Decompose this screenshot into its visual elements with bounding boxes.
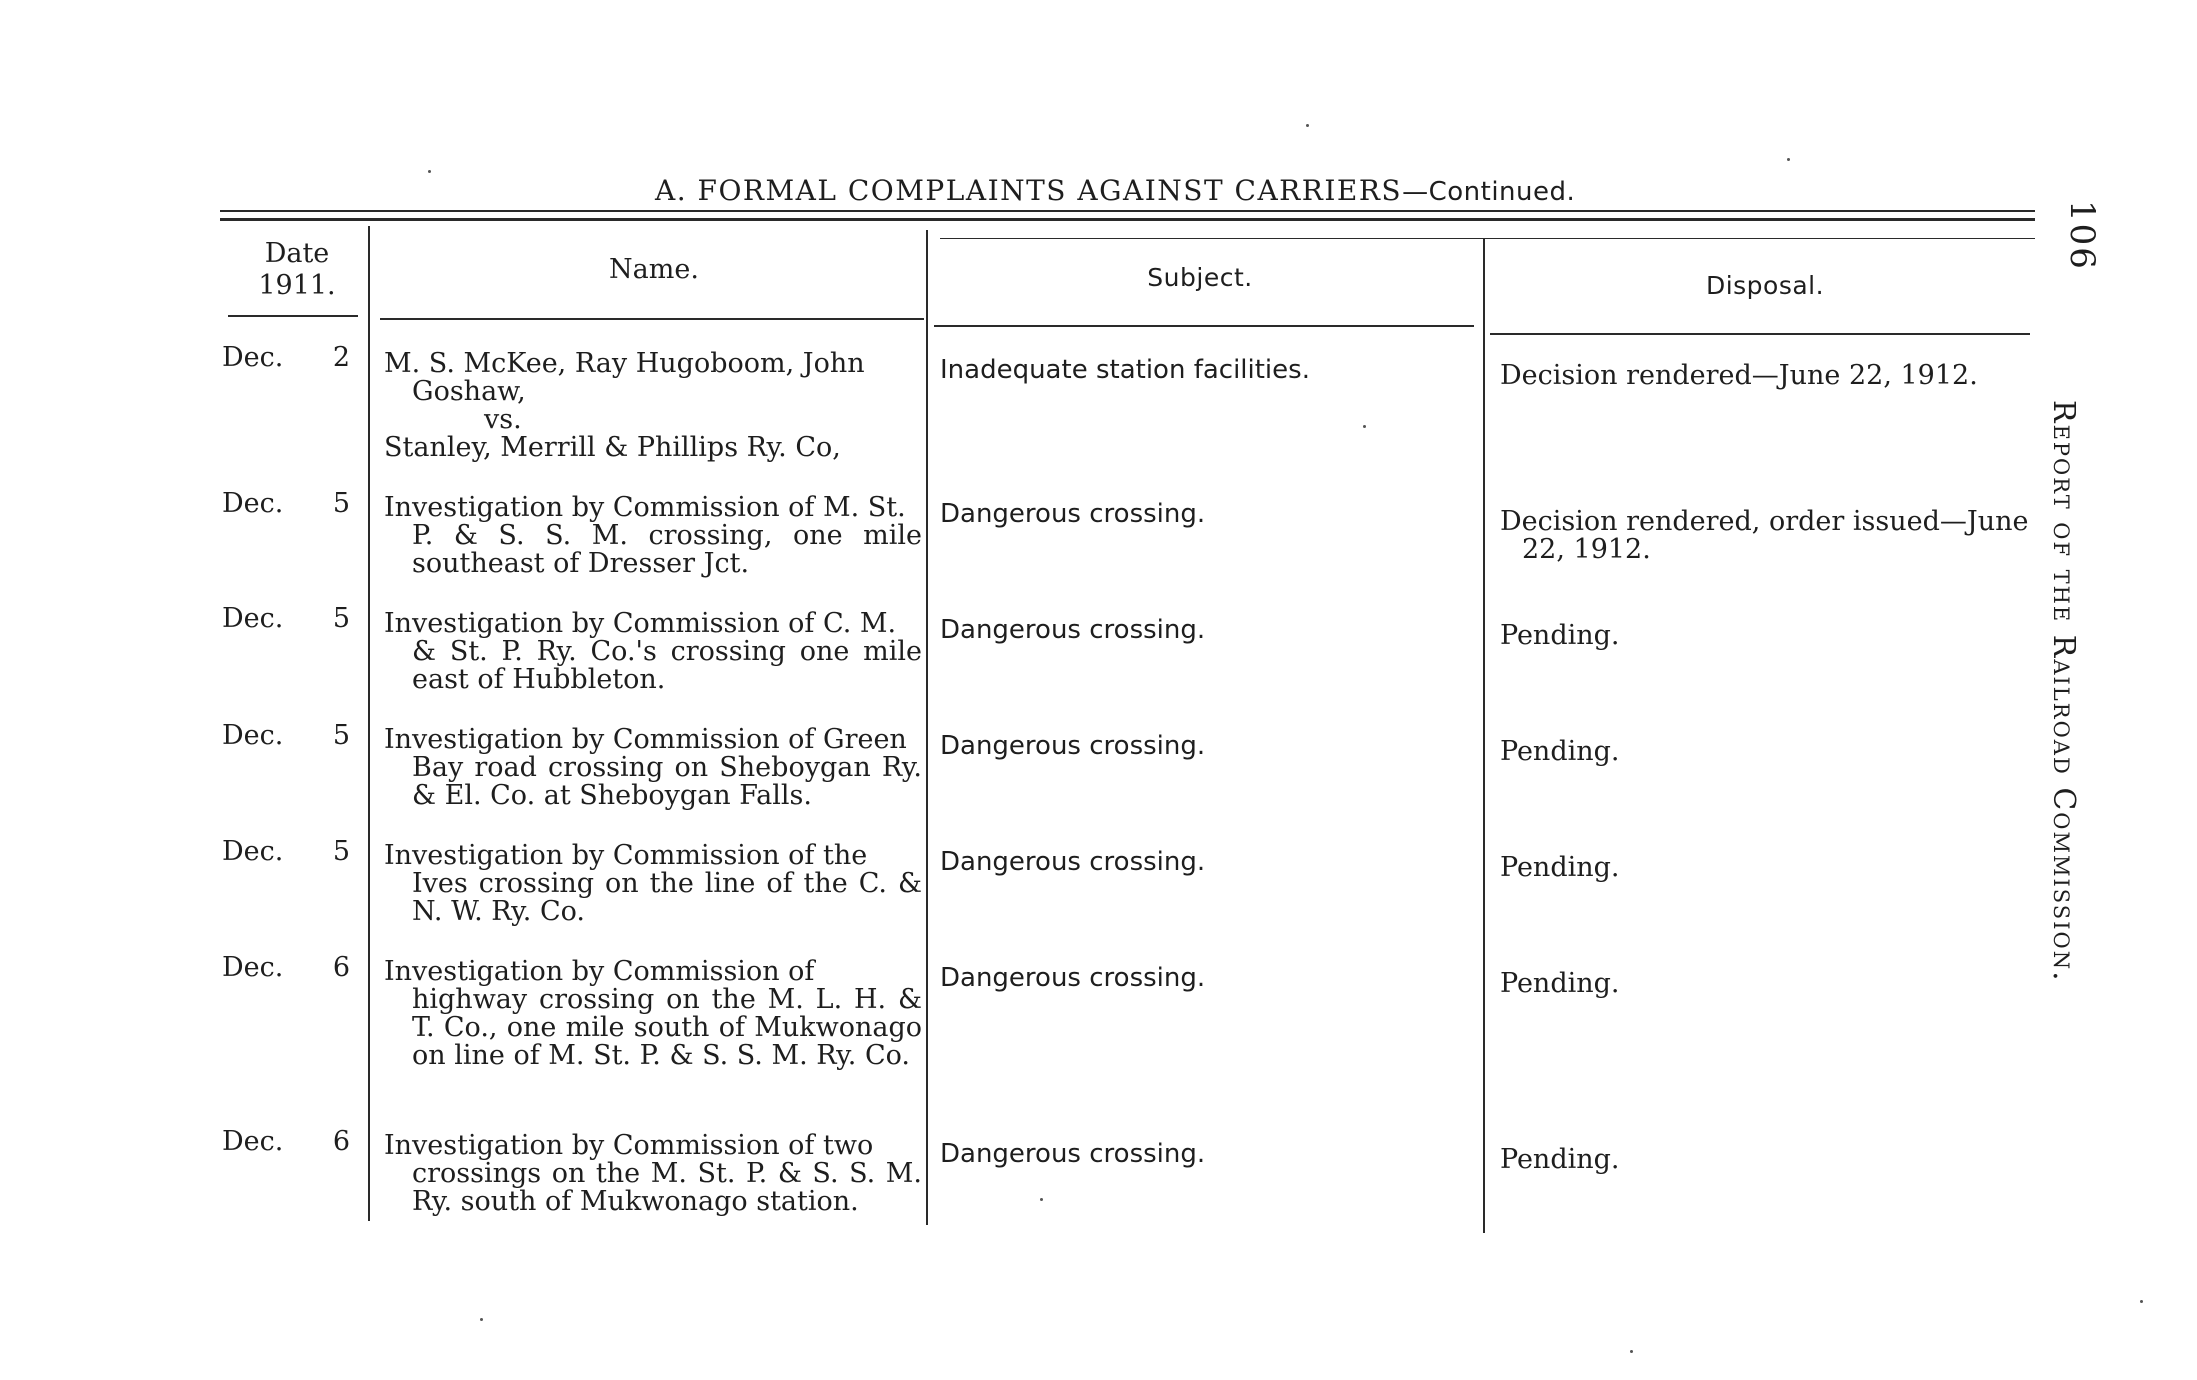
row-month: Dec.: [222, 720, 284, 751]
row-name-respondent: Stanley, Merrill & Phillips Ry. Co,: [384, 432, 841, 463]
table-row-date: [222, 490, 350, 518]
table-row-name: [384, 1132, 922, 1216]
row-disposal-first-line: Pending.: [1500, 1144, 1620, 1175]
table-row-disposal: [1500, 1146, 2040, 1174]
row-day: 5: [332, 488, 350, 519]
table-row-date: [222, 722, 350, 750]
row-month: Dec.: [222, 342, 284, 373]
column-divider-name-subject: [926, 230, 928, 1225]
row-month: Dec.: [222, 488, 284, 519]
header-date-label: Date: [264, 238, 330, 269]
table-row-disposal: [1500, 362, 2040, 390]
table-row-name: [384, 842, 922, 926]
row-day: 6: [332, 952, 350, 983]
top-rule-thin: [940, 238, 2035, 239]
row-name-first-line: Investigation by Commission of C. M.: [384, 608, 897, 639]
header-underline-date: [228, 315, 358, 317]
table-row-subject: Inadequate station facilities.: [940, 355, 1310, 385]
row-month: Dec.: [222, 1126, 284, 1157]
row-name-continuation: highway crossing on the M. L. H. & T. Co., one mile south of Mukwonago on line of M. St. P. & S. S. M. Ry. Co.: [412, 984, 922, 1071]
table-row-date: [222, 1128, 350, 1156]
column-divider-subject-disposal: [1483, 238, 1485, 1233]
scan-speck: [1630, 1350, 1633, 1353]
table-row-subject: Dangerous crossing.: [940, 963, 1206, 993]
header-disposal: Disposal.: [1705, 271, 1825, 300]
row-name-first-line: Investigation by Commission of Green: [384, 724, 907, 755]
table-row-subject: Dangerous crossing.: [940, 731, 1206, 761]
table-row-date: [222, 954, 350, 982]
table-row-disposal: [1500, 970, 2040, 998]
table-row-subject: Dangerous crossing.: [940, 847, 1206, 877]
row-month: Dec.: [222, 603, 284, 634]
row-name-versus: vs.: [484, 404, 522, 435]
row-day: 6: [332, 1126, 350, 1157]
page-title: [655, 174, 1575, 207]
table-row-date: [222, 838, 350, 866]
row-name-first-line: Investigation by Commission of the: [384, 840, 868, 871]
row-disposal-first-line: Decision rendered—June 22, 1912.: [1500, 360, 1978, 391]
header-underline-name: [380, 318, 924, 320]
table-row-date: [222, 344, 350, 372]
row-disposal-first-line: Pending.: [1500, 968, 1620, 999]
row-month: Dec.: [222, 952, 284, 983]
row-name-first-line: Investigation by Commission of M. St.: [384, 492, 906, 523]
row-name-continuation: Goshaw,: [412, 376, 526, 407]
page-title-suffix: —Continued.: [1402, 177, 1576, 207]
table-row-subject: Dangerous crossing.: [940, 615, 1206, 645]
row-disposal-first-line: Pending.: [1500, 736, 1620, 767]
row-disposal-first-line: Pending.: [1500, 852, 1620, 883]
table-row-date: [222, 605, 350, 633]
scan-speck: [1363, 425, 1366, 428]
row-day: 5: [332, 603, 350, 634]
table-row-name: [384, 958, 922, 1070]
row-month: Dec.: [222, 836, 284, 867]
row-day: 5: [332, 836, 350, 867]
header-underline-disposal: [1490, 333, 2030, 335]
table-row-name: [384, 726, 922, 810]
table-row-disposal: [1500, 508, 2040, 564]
header-date-year: 1911.: [258, 270, 336, 301]
row-name-first-line: Investigation by Commission of two: [384, 1130, 874, 1161]
scan-speck: [428, 170, 431, 173]
table-row-name: [384, 610, 922, 694]
top-rule-upper: [220, 210, 2035, 212]
scan-speck: [1787, 158, 1790, 161]
row-day: 5: [332, 720, 350, 751]
header-name: Name.: [609, 254, 699, 285]
row-name-continuation: Ives crossing on the line of the C. & N. W. Ry. Co.: [412, 868, 922, 927]
table-row-subject: Dangerous crossing.: [940, 1139, 1206, 1169]
row-name-continuation: P. & S. S. M. crossing, one mile southeast of Dresser Jct.: [412, 520, 922, 579]
row-disposal-first-line: Decision rendered, order issued—June: [1500, 506, 2029, 537]
row-name-continuation: & St. P. Ry. Co.'s crossing one mile east of Hubbleton.: [412, 636, 922, 695]
page-title-main: A. FORMAL COMPLAINTS AGAINST CARRIERS: [655, 174, 1403, 207]
scan-speck: [1306, 124, 1309, 127]
running-header: [2040, 200, 2100, 1050]
header-underline-subject: [934, 325, 1474, 327]
row-day: 2: [332, 342, 350, 373]
row-name-first-line: M. S. McKee, Ray Hugoboom, John: [384, 348, 865, 379]
scan-speck: [2140, 1300, 2143, 1303]
top-rule-lower: [220, 218, 2035, 221]
scan-speck: [480, 1318, 483, 1321]
row-name-continuation: Bay road crossing on Sheboygan Ry. & El. Co. at Sheboygan Falls.: [412, 752, 922, 811]
table-row-name: [384, 494, 922, 578]
table-row-subject: Dangerous crossing.: [940, 499, 1206, 529]
table-row-name: [384, 350, 922, 462]
row-disposal-continuation: 22, 1912.: [1522, 534, 1651, 565]
running-header-text: Report of the Railroad Commission.: [2046, 400, 2081, 983]
row-disposal-first-line: Pending.: [1500, 620, 1620, 651]
table-row-disposal: [1500, 854, 2040, 882]
row-name-continuation: crossings on the M. St. P. & S. S. M. Ry. south of Mukwonago station.: [412, 1158, 922, 1217]
header-date: [222, 238, 372, 302]
table-row-disposal: [1500, 622, 2040, 650]
row-name-first-line: Investigation by Commission of: [384, 956, 815, 987]
page-number: 106: [2062, 200, 2102, 271]
scan-speck: [1040, 1198, 1043, 1201]
header-subject: Subject.: [1147, 263, 1253, 292]
column-divider-date-name: [368, 226, 370, 1221]
table-row-disposal: [1500, 738, 2040, 766]
